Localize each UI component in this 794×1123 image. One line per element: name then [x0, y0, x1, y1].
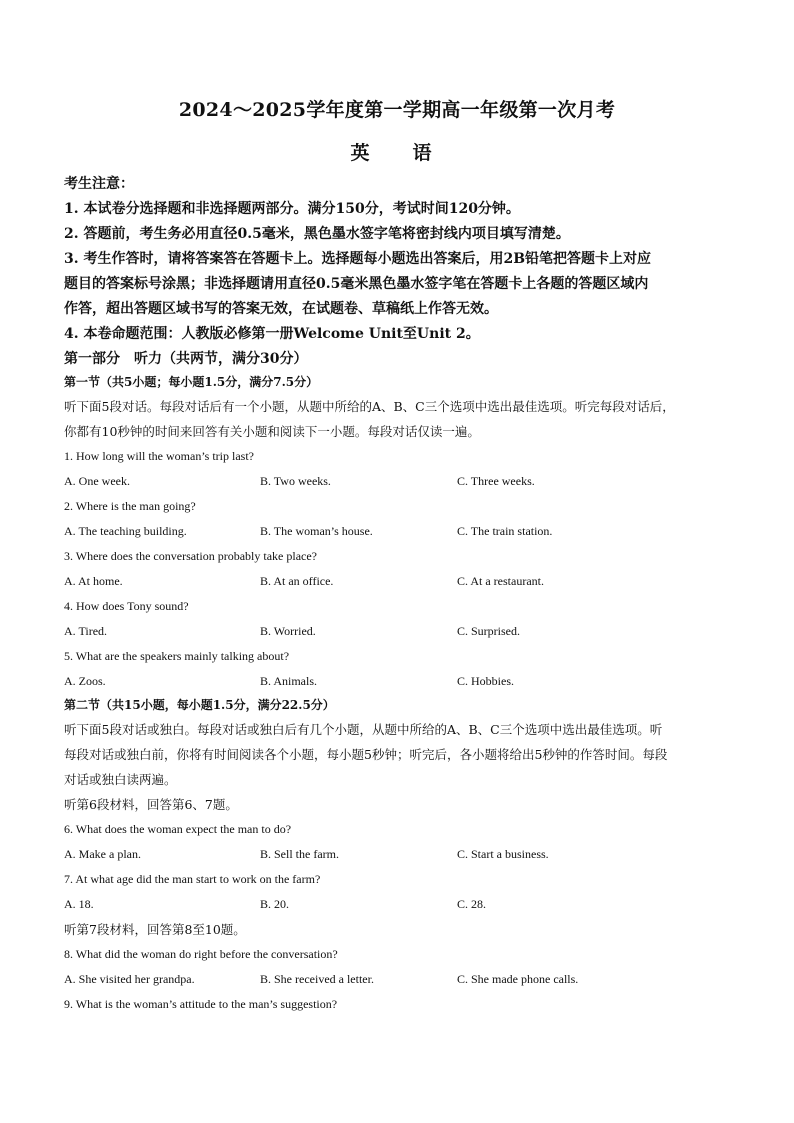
option-c: C. She made phone calls. — [457, 972, 579, 986]
option-c: C. Three weeks. — [457, 474, 535, 488]
question-5-options — [64, 669, 730, 694]
option-a: A. Make a plan. — [64, 847, 141, 861]
question-6-options — [64, 842, 730, 867]
notice-line: 1. 本试卷分选择题和非选择题两部分。满分150分，考试时间120分钟。 — [64, 201, 520, 217]
question-1: 1. How long will the woman’s trip last? — [64, 449, 254, 463]
section1-instructions: 你都有10秒钟的时间来回答有关小题和阅读下一小题。每段对话仅读一遍。 — [64, 424, 480, 439]
question-2: 2. Where is the man going? — [64, 499, 196, 513]
option-b: B. 20. — [260, 897, 290, 911]
question-3: 3. Where does the conversation probably take place? — [64, 549, 318, 563]
option-b: B. Worried. — [260, 624, 316, 638]
section2-instructions: 听下面5段对话或独白。每段对话或独白后有几个小题，从题中所给的A、B、C三个选项中选出最佳选项。听 — [64, 722, 663, 737]
option-b: B. At an office. — [260, 574, 334, 588]
section1-instructions: 听下面5段对话。每段对话后有一个小题，从题中所给的A、B、C三个选项中选出最佳选项。听完每段对话后， — [64, 399, 675, 414]
exam-content — [64, 172, 730, 1017]
exam-title: 2024～2025学年度第一学期高一年级第一次月考 — [178, 99, 616, 121]
question-8-options — [64, 967, 730, 992]
option-b: B. Sell the farm. — [260, 847, 339, 861]
question-7-options — [64, 892, 730, 917]
question-8: 8. What did the woman do right before the conversation? — [64, 947, 338, 961]
question-5: 5. What are the speakers mainly talking about? — [64, 649, 290, 663]
option-c: C. Surprised. — [457, 624, 520, 638]
question-2-options — [64, 519, 730, 544]
question-9: 9. What is the woman’s attitude to the man’s suggestion? — [64, 997, 338, 1011]
material-7-note: 听第7段材料，回答第8至10题。 — [64, 922, 246, 937]
question-4-options — [64, 619, 730, 644]
option-a: A. One week. — [64, 474, 130, 488]
option-c: C. 28. — [457, 897, 487, 911]
notice-heading: 考生注意： — [64, 176, 134, 192]
question-7: 7. At what age did the man start to work on the farm? — [64, 872, 321, 886]
question-6: 6. What does the woman expect the man to do? — [64, 822, 292, 836]
option-c: C. Hobbies. — [457, 674, 514, 688]
section2-heading: 第二节（共15小题，每小题1.5分，满分22.5分） — [64, 698, 335, 712]
question-4: 4. How does Tony sound? — [64, 599, 189, 613]
option-b: B. Animals. — [260, 674, 318, 688]
option-c: C. At a restaurant. — [457, 574, 544, 588]
option-c: C. The train station. — [457, 524, 553, 538]
option-a: A. At home. — [64, 574, 123, 588]
option-a: A. Zoos. — [64, 674, 106, 688]
option-a: A. 18. — [64, 897, 94, 911]
section2-instructions: 对话或独白读两遍。 — [64, 772, 177, 787]
option-c: C. Start a business. — [457, 847, 549, 861]
question-1-options — [64, 469, 730, 494]
notice-line: 题目的答案标号涂黑；非选择题请用直径0.5毫米黑色墨水签字笔在答题卡上各题的答题区域内 — [64, 276, 649, 292]
option-b: B. The woman’s house. — [260, 524, 373, 538]
section2-instructions: 每段对话或独白前，你将有时间阅读各个小题，每小题5秒钟；听完后，各小题将给出5秒钟的作答时间。每段 — [64, 747, 668, 762]
option-a: A. She visited her grandpa. — [64, 972, 195, 986]
notice-line: 3. 考生作答时，请将答案答在答题卡上。选择题每小题选出答案后，用2B铅笔把答题卡上对应 — [64, 251, 652, 267]
notice-line: 2. 答题前，考生务必用直径0.5毫米，黑色墨水签字笔将密封线内项目填写清楚。 — [64, 226, 570, 242]
notice-line: 作答，超出答题区域书写的答案无效，在试题卷、草稿纸上作答无效。 — [64, 301, 498, 317]
material-6-note: 听第6段材料，回答第6、7题。 — [64, 797, 238, 812]
subject-title: 英 语 — [350, 142, 444, 164]
option-a: A. Tired. — [64, 624, 108, 638]
option-b: B. She received a letter. — [260, 972, 374, 986]
option-b: B. Two weeks. — [260, 474, 331, 488]
section1-heading: 第一节（共5小题；每小题1.5分，满分7.5分） — [64, 375, 319, 389]
part1-heading: 第一部分 听力（共两节，满分30分） — [64, 351, 308, 367]
notice-line: 4. 本卷命题范围：人教版必修第一册Welcome Unit至Unit 2。 — [64, 326, 480, 342]
option-a: A. The teaching building. — [64, 524, 187, 538]
question-3-options — [64, 569, 730, 594]
